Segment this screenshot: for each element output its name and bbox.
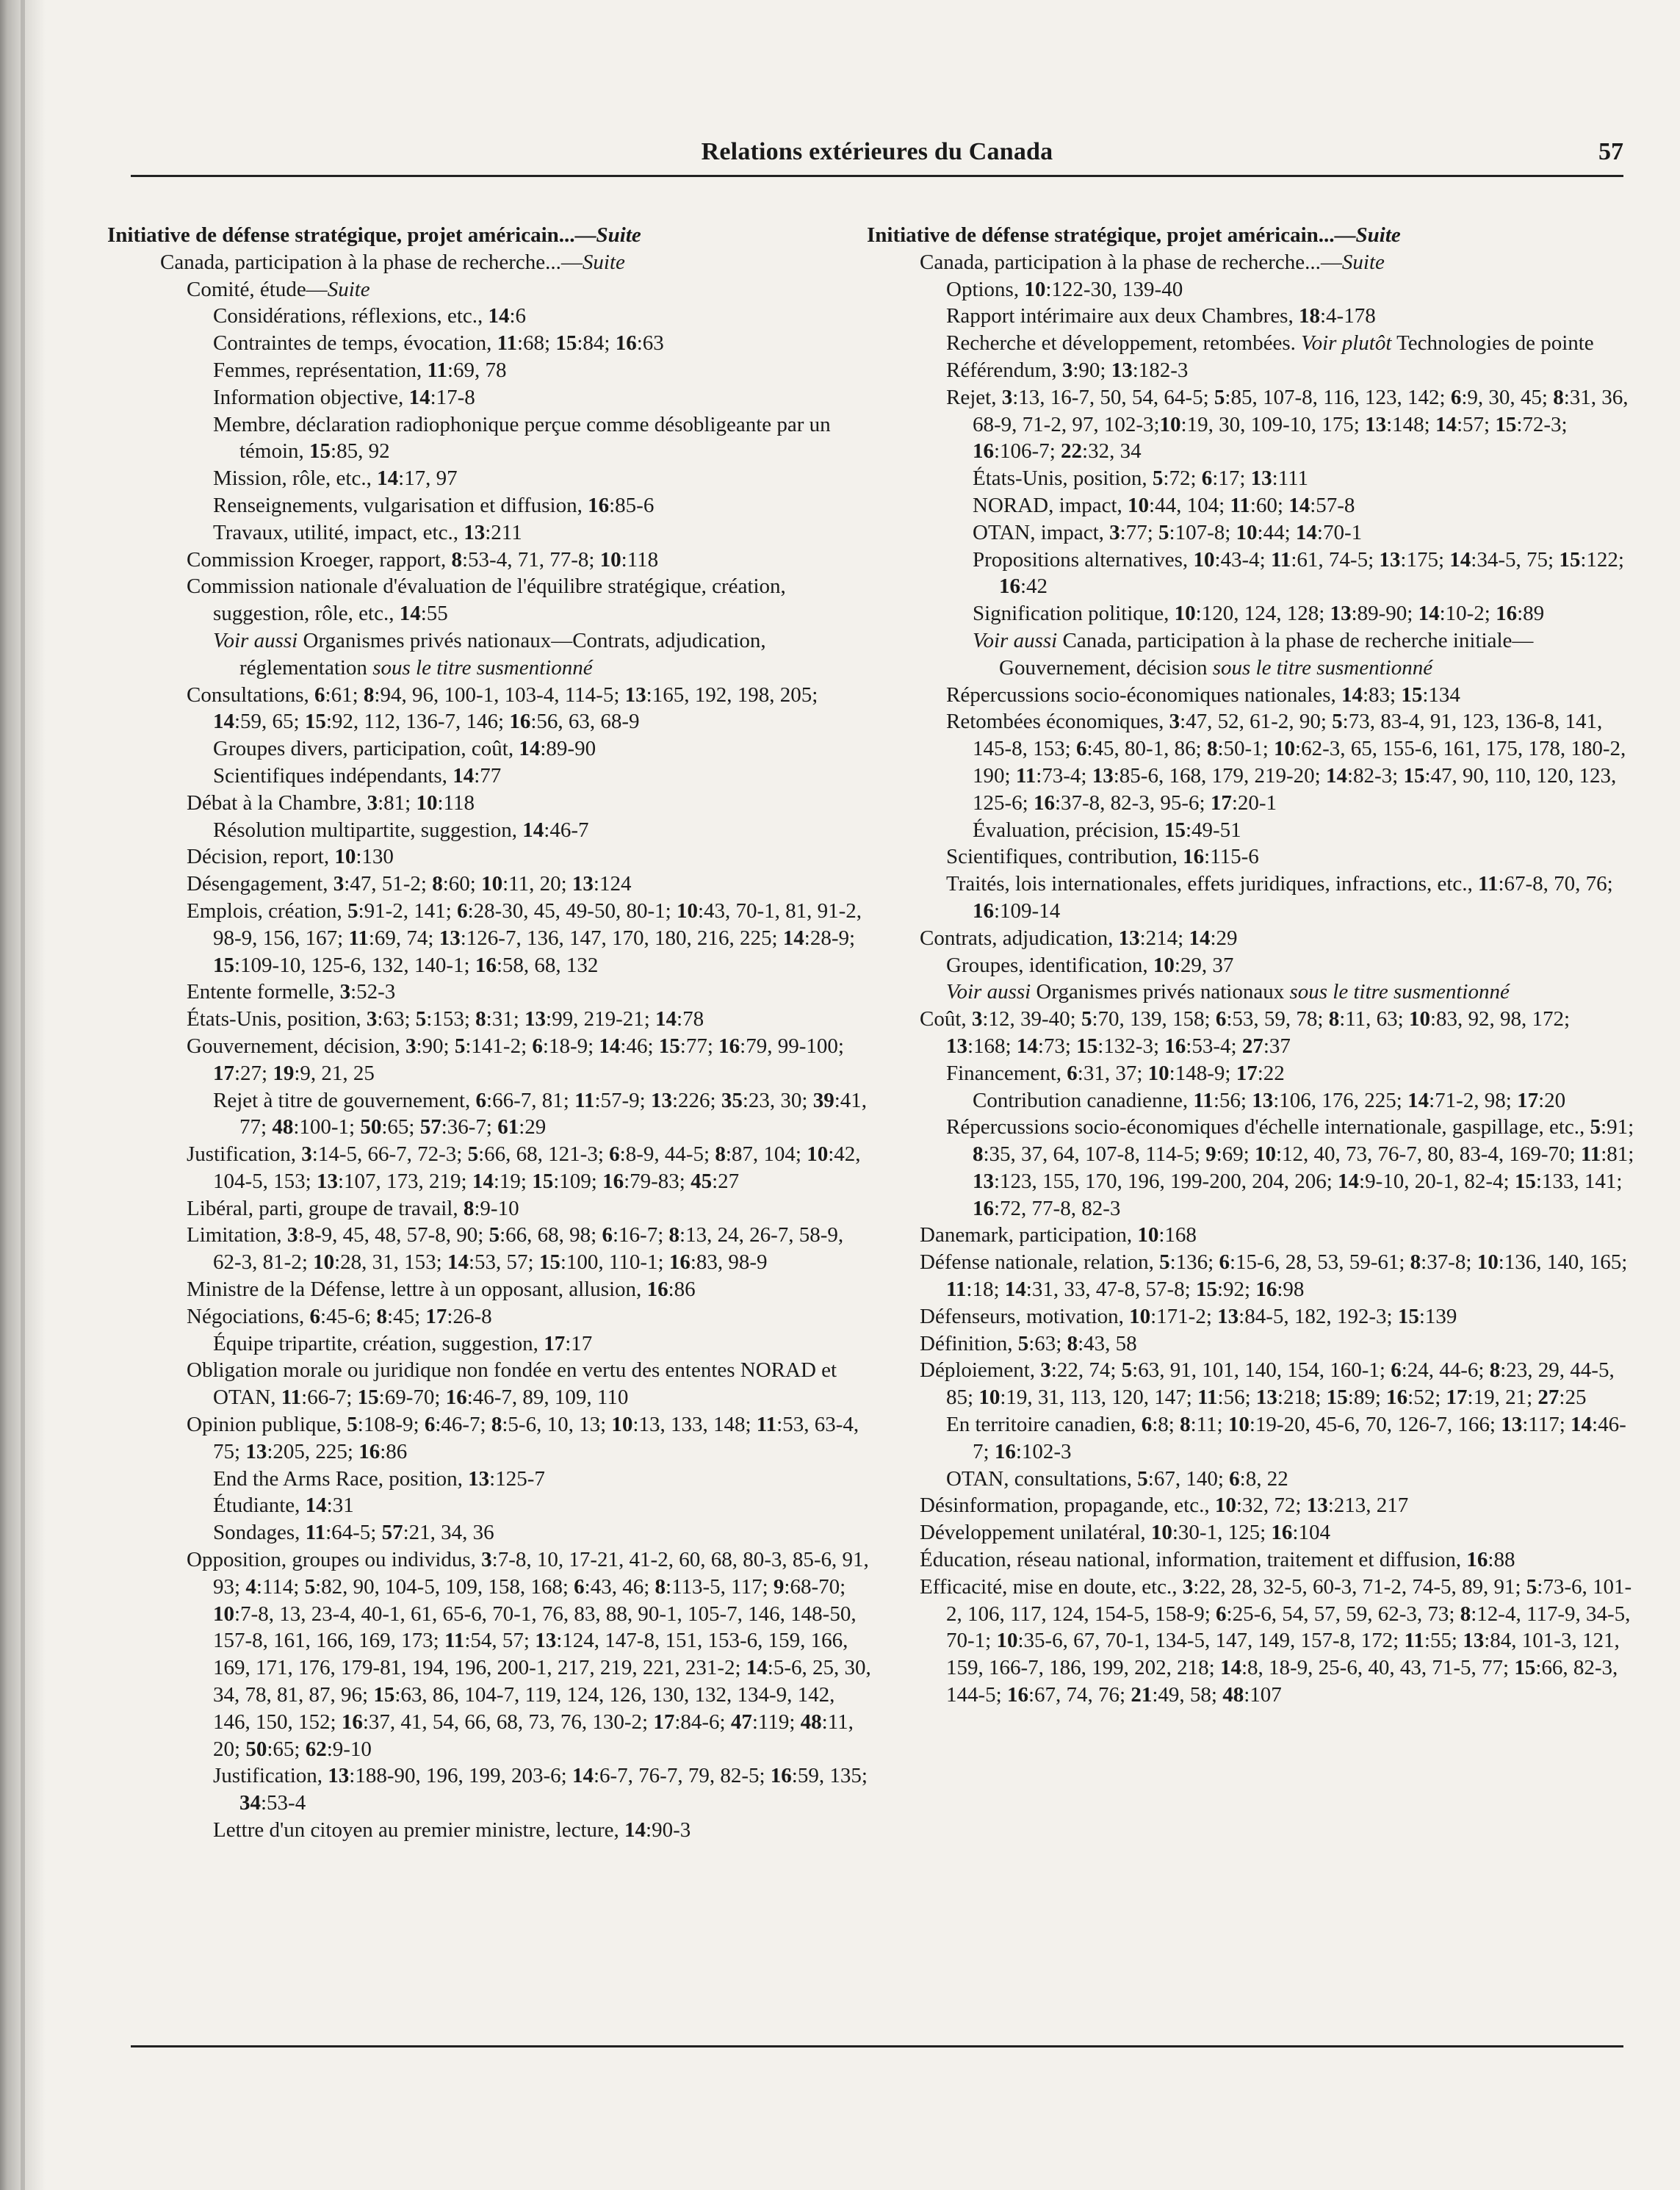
page-binding-line [21,0,25,2190]
index-entry: Sondages, 11:64-5; 57:21, 34, 36 [213,1521,494,1545]
index-entry: Renseignements, vulgarisation et diffusion, 16:85-6 [213,493,655,517]
index-entry: Résolution multipartite, suggestion, 14:46-7 [213,818,589,842]
index-entry: Opposition, groupes ou individus, 3:7-8, 10, 17-21, 41-2, 60, 68, 80-3, 85-6, 91, 93; 4:114; 5:82, 90, 104-5, 109, 158, 168; 6:43, 46; 8:113-5, 117; 9:68-70; 10:7-8, 13, 23-4, 40-1, 61, 65-6, 70-1, 76, 83, 88, 90-1, 105-7, 146, 148-50, 157-8, 161, 166, 169, 173; 11:54, 57; 13:124, 147-8, 151, 153-6, 159, 166, 169, 171, 176, 179-81, 194, 196, 200-1, 217, 219, 221, 231-2; 14:5-6, 25, 30, 34, 78, 81, 87, 96; 15:63, 86, 104-7, 119, 124, 126, 130, 132, 134-9, 142, 146, 150, 152; 16:37, 41, 54, 66, 68, 73, 76, 130-2; 17:84-6; 47:119; 48:11, 20; 50:65; 62:9-10 [187,1548,871,1761]
index-entry: Référendum, 3:90; 13:182-3 [946,358,1189,382]
index-entry: Travaux, utilité, impact, etc., 13:211 [213,520,522,544]
index-entry: Désengagement, 3:47, 51-2; 8:60; 10:11, 20; 13:124 [187,872,632,896]
index-entry: End the Arms Race, position, 13:125-7 [213,1466,545,1491]
index-entry: Coût, 3:12, 39-40; 5:70, 139, 158; 6:53, 59, 78; 8:11, 63; 10:83, 92, 98, 172; 13:168; 14:73; 15:132-3; 16:53-4; 27:37 [920,1007,1571,1058]
index-entry: Évaluation, précision, 15:49-51 [973,818,1241,842]
index-entry: Traités, lois internationales, effets juridiques, infractions, etc., 11:67-8, 70, 76; 16:109-14 [946,872,1613,923]
index-entry: Justification, 13:188-90, 196, 199, 203-6; 14:6-7, 76-7, 79, 82-5; 16:59, 135; 34:53-4 [213,1764,868,1815]
index-entry: Étudiante, 14:31 [213,1494,354,1518]
index-entry: Contraintes de temps, évocation, 11:68; 15:84; 16:63 [213,331,664,356]
index-entry: Déploiement, 3:22, 74; 5:63, 91, 101, 140, 154, 160-1; 6:24, 44-6; 8:23, 29, 44-5, 85; 10:19, 31, 113, 120, 147; 11:56; 13:218; 15:89; 16:52; 17:19, 21; 27:25 [920,1358,1615,1410]
page-header [131,138,1623,176]
index-entry: Voir aussi Organismes privés nationaux—Contrats, adjudication, réglementation sous le titre susmentionné [213,628,766,680]
index-entry: États-Unis, position, 5:72; 6:17; 13:111 [973,467,1309,491]
index-entry: Signification politique, 10:120, 124, 128; 13:89-90; 14:10-2; 16:89 [973,602,1545,626]
index-entry: Défenseurs, motivation, 10:171-2; 13:84-5, 182, 192-3; 15:139 [920,1304,1457,1328]
index-entry: Mission, rôle, etc., 14:17, 97 [213,467,458,491]
index-entry: Entente formelle, 3:52-3 [187,980,396,1004]
index-entry: Lettre d'un citoyen au premier ministre, lecture, 14:90-3 [213,1818,691,1843]
index-entry: Comité, étude—Suite [187,277,370,301]
index-entry: Efficacité, mise en doute, etc., 3:22, 28, 32-5, 60-3, 71-2, 74-5, 89, 91; 5:73-6, 101-2, 106, 117, 124, 154-5, 158-9; 6:25-6, 54, 57, 59, 62-3, 73; 8:12-4, 117-9, 34-5, 70-1; 10:35-6, 67, 70-1, 134-5, 147, 149, 157-8, 172; 11:55; 13:84, 101-3, 121, 159, 166-7, 186, 199, 202, 218; 14:8, 18-9, 25-6, 40, 43, 71-5, 77; 15:66, 82-3, 144-5; 16:67, 74, 76; 21:49, 58; 48:107 [920,1574,1632,1707]
index-entry: Information objective, 14:17-8 [213,385,475,409]
index-entry: Initiative de défense stratégique, projet américain...—Suite [867,223,1401,247]
index-entry: Opinion publique, 5:108-9; 6:46-7; 8:5-6, 10, 13; 10:13, 133, 148; 11:53, 63-4, 75; 13:205, 225; 16:86 [187,1413,859,1463]
index-entry: OTAN, impact, 3:77; 5:107-8; 10:44; 14:70-1 [973,520,1363,544]
index-entry: Répercussions socio-économiques nationales, 14:83; 15:134 [946,682,1460,707]
index-entry: Scientifiques, contribution, 16:115-6 [946,845,1259,869]
index-entry: Rejet à titre de gouvernement, 6:66-7, 81; 11:57-9; 13:226; 35:23, 30; 39:41, 77; 48:100-1; 50:65; 57:36-7; 61:29 [213,1088,868,1139]
index-entry: Développement unilatéral, 10:30-1, 125; 16:104 [920,1521,1330,1545]
index-entry: Groupes, identification, 10:29, 37 [946,953,1234,977]
index-entry: Défense nationale, relation, 5:136; 6:15-6, 28, 53, 59-61; 8:37-8; 10:136, 140, 165; 11:18; 14:31, 33, 47-8, 57-8; 15:92; 16:98 [920,1250,1628,1302]
index-entry: Commission Kroeger, rapport, 8:53-4, 71, 77-8; 10:118 [187,547,659,572]
index-entry: Emplois, création, 5:91-2, 141; 6:28-30, 45, 49-50, 80-1; 10:43, 70-1, 81, 91-2, 98-9, 156, 167; 11:69, 74; 13:126-7, 136, 147, 170, 180, 216, 225; 14:28-9; 15:109-10, 125-6, 132, 140-1; 16:58, 68, 132 [187,898,862,977]
index-entry: Répercussions socio-économiques d'échelle internationale, gaspillage, etc., 5:91; 8:35, 37, 64, 107-8, 114-5; 9:69; 10:12, 40, 73, 76-7, 80, 83-4, 169-70; 11:81; 13:123, 155, 170, 196, 199-200, 204, 206; 14:9-10, 20-1, 82-4; 15:133, 141; 16:72, 77-8, 82-3 [946,1115,1634,1220]
index-entry: Limitation, 3:8-9, 45, 48, 57-8, 90; 5:66, 68, 98; 6:16-7; 8:13, 24, 26-7, 58-9, 62-3, 81-2; 10:28, 31, 153; 14:53, 57; 15:100, 110-1; 16:83, 98-9 [187,1223,844,1275]
index-entry: Danemark, participation, 10:168 [920,1223,1197,1247]
index-entry: Négociations, 6:45-6; 8:45; 17:26-8 [187,1304,492,1328]
index-entry: Considérations, réflexions, etc., 14:6 [213,304,527,328]
index-entry: Canada, participation à la phase de recherche...—Suite [920,250,1385,274]
index-entry: Rejet, 3:13, 16-7, 50, 54, 64-5; 5:85, 107-8, 116, 123, 142; 6:9, 30, 45; 8:31, 36, 68-9, 71-2, 97, 102-3;10:19, 30, 109-10, 175; 13:148; 14:57; 15:72-3; 16:106-7; 22:32, 34 [946,385,1629,464]
index-entry: En territoire canadien, 6:8; 8:11; 10:19-20, 45-6, 70, 126-7, 166; 13:117; 14:46-7; 16:102-3 [946,1413,1626,1463]
index-entry: Ministre de la Défense, lettre à un opposant, allusion, 16:86 [187,1278,696,1302]
index-entry: Rapport intérimaire aux deux Chambres, 18:4-178 [946,304,1376,328]
index-entry: Contribution canadienne, 11:56; 13:106, 176, 225; 14:71-2, 98; 17:20 [973,1088,1566,1112]
index-entry: Retombées économiques, 3:47, 52, 61-2, 90; 5:73, 83-4, 91, 123, 136-8, 141, 145-8, 153; 6:45, 80-1, 86; 8:50-1; 10:62-3, 65, 155-6, 161, 175, 178, 180-2, 190; 11:73-4; 13:85-6, 168, 179, 219-20; 14:82-3; 15:47, 90, 110, 120, 123, 125-6; 16:37-8, 82-3, 95-6; 17:20-1 [946,710,1626,815]
index-entry: Membre, déclaration radiophonique perçue comme désobligeante par un témoin, 15:85, 92 [213,412,831,464]
index-column-right [867,222,1635,1709]
index-column-left [107,222,876,1844]
index-entry: États-Unis, position, 3:63; 5:153; 8:31; 13:99, 219-21; 14:78 [187,1007,704,1031]
index-entry: NORAD, impact, 10:44, 104; 11:60; 14:57-8 [973,493,1355,517]
index-entry: Financement, 6:31, 37; 10:148-9; 17:22 [946,1061,1285,1085]
index-entry: Décision, report, 10:130 [187,845,394,869]
index-entry: Débat à la Chambre, 3:81; 10:118 [187,790,475,815]
index-entry: Consultations, 6:61; 8:94, 96, 100-1, 103-4, 114-5; 13:165, 192, 198, 205; 14:59, 65; 15:92, 112, 136-7, 146; 16:56, 63, 68-9 [187,682,818,734]
index-entry: Options, 10:122-30, 139-40 [946,277,1183,301]
index-entry: Éducation, réseau national, information, traitement et diffusion, 16:88 [920,1548,1515,1572]
index-entry: Désinformation, propagande, etc., 10:32, 72; 13:213, 217 [920,1494,1409,1518]
index-entry: Voir aussi Organismes privés nationaux sous le titre susmentionné [946,980,1510,1004]
index-entry: Obligation morale ou juridique non fondée en vertu des ententes NORAD et OTAN, 11:66-7; 15:69-70; 16:46-7, 89, 109, 110 [187,1358,837,1410]
index-entry: Femmes, représentation, 11:69, 78 [213,358,507,382]
index-entry: Scientifiques indépendants, 14:77 [213,763,502,788]
index-entry: Justification, 3:14-5, 66-7, 72-3; 5:66, 68, 121-3; 6:8-9, 44-5; 8:87, 104; 10:42, 104-5, 153; 13:107, 173, 219; 14:19; 15:109; 16:79-83; 45:27 [187,1142,861,1193]
index-entry: Libéral, parti, groupe de travail, 8:9-10 [187,1196,519,1220]
index-entry: Gouvernement, décision, 3:90; 5:141-2; 6:18-9; 14:46; 15:77; 16:79, 99-100; 17:27; 19:9, 21, 25 [187,1034,844,1085]
index-entry: Contrats, adjudication, 13:214; 14:29 [920,926,1238,950]
index-entry: Propositions alternatives, 10:43-4; 11:61, 74-5; 13:175; 14:34-5, 75; 15:122; 16:42 [973,547,1624,599]
index-entry: Voir aussi Canada, participation à la phase de recherche initiale—Gouvernement, décision sous le titre susmentionné [973,628,1534,680]
index-entry: Équipe tripartite, création, suggestion, 17:17 [213,1331,593,1355]
running-title: Relations extérieures du Canada [701,138,1053,165]
header-rule [131,175,1623,177]
footer-rule [131,2045,1623,2047]
index-entry: OTAN, consultations, 5:67, 140; 6:8, 22 [946,1466,1288,1491]
index-entry: Initiative de défense stratégique, projet américain...—Suite [107,223,641,247]
index-entry: Commission nationale d'évaluation de l'équilibre stratégique, création, suggestion, rôle, etc., 14:55 [187,574,786,626]
index-entry: Recherche et développement, retombées. Voir plutôt Technologies de pointe [946,331,1594,356]
index-entry: Groupes divers, participation, coût, 14:89-90 [213,737,596,761]
page-number: 57 [1598,138,1623,165]
index-entry: Canada, participation à la phase de recherche...—Suite [160,250,625,274]
index-entry: Définition, 5:63; 8:43, 58 [920,1331,1137,1355]
